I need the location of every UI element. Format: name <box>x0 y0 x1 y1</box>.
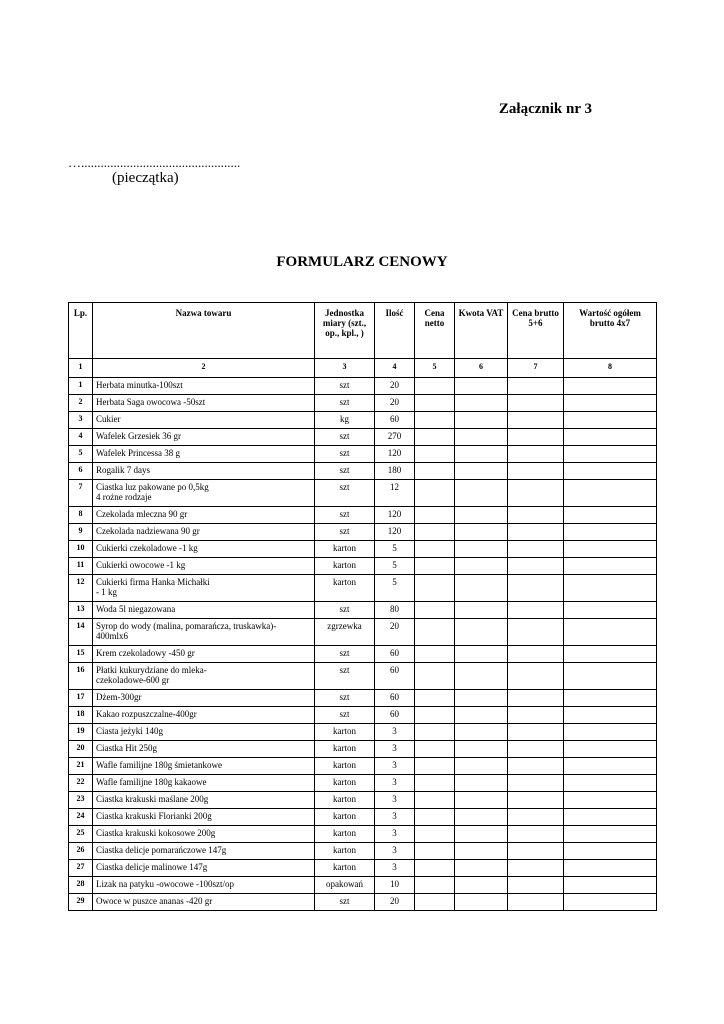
table-row <box>69 395 657 412</box>
total-gross-cell <box>564 663 657 690</box>
row-number: 3 <box>69 412 93 429</box>
table-row <box>69 690 657 707</box>
unit-cell: karton <box>315 860 375 877</box>
product-name-cell: Lizak na patyku -owocowe -100szt/op <box>93 877 315 894</box>
table-row <box>69 429 657 446</box>
quantity-cell: 80 <box>375 602 415 619</box>
vat-amount-cell <box>455 646 508 663</box>
column-number: 4 <box>375 359 415 378</box>
row-number: 25 <box>69 826 93 843</box>
total-gross-cell <box>564 541 657 558</box>
attachment-label: Załącznik nr 3 <box>498 101 592 117</box>
column-number: 8 <box>564 359 657 378</box>
price-form-table <box>68 302 657 911</box>
quantity-cell: 20 <box>375 619 415 646</box>
gross-price-cell <box>508 558 564 575</box>
total-gross-cell <box>564 602 657 619</box>
product-name-cell: Herbata minutka-100szt <box>93 378 315 395</box>
column-header-total-gross: Wartość ogółem brutto 4x7 <box>564 303 657 359</box>
column-number: 2 <box>93 359 315 378</box>
product-name-cell: Herbata Saga owocowa -50szt <box>93 395 315 412</box>
unit-cell: karton <box>315 724 375 741</box>
stamp-placeholder-dots: …................................................. <box>68 155 241 170</box>
vat-amount-cell <box>455 378 508 395</box>
total-gross-cell <box>564 575 657 602</box>
row-number: 28 <box>69 877 93 894</box>
column-header-vat-amount: Kwota VAT <box>455 303 508 359</box>
net-price-cell <box>415 894 455 911</box>
product-name-cell: Dżem-300gr <box>93 690 315 707</box>
gross-price-cell <box>508 690 564 707</box>
unit-cell: szt <box>315 663 375 690</box>
gross-price-cell <box>508 724 564 741</box>
row-number: 9 <box>69 524 93 541</box>
quantity-cell: 20 <box>375 395 415 412</box>
vat-amount-cell <box>455 724 508 741</box>
vat-amount-cell <box>455 758 508 775</box>
product-name-cell: Wafle familijne 180g śmietankowe <box>93 758 315 775</box>
unit-cell: karton <box>315 558 375 575</box>
unit-cell: zgrzewka <box>315 619 375 646</box>
gross-price-cell <box>508 809 564 826</box>
net-price-cell <box>415 541 455 558</box>
quantity-cell: 60 <box>375 663 415 690</box>
product-name-cell: Cukierki owocowe -1 kg <box>93 558 315 575</box>
unit-cell: szt <box>315 707 375 724</box>
vat-amount-cell <box>455 558 508 575</box>
product-name-cell: Czekolada nadziewana 90 gr <box>93 524 315 541</box>
net-price-cell <box>415 524 455 541</box>
product-name-cell: Płatki kukurydziane do mleka- czekoladowe-600 gr <box>93 663 315 690</box>
unit-cell: szt <box>315 480 375 507</box>
total-gross-cell <box>564 860 657 877</box>
row-number: 23 <box>69 792 93 809</box>
net-price-cell <box>415 378 455 395</box>
quantity-cell: 270 <box>375 429 415 446</box>
quantity-cell: 180 <box>375 463 415 480</box>
total-gross-cell <box>564 378 657 395</box>
total-gross-cell <box>564 741 657 758</box>
table-row <box>69 724 657 741</box>
row-number: 15 <box>69 646 93 663</box>
net-price-cell <box>415 480 455 507</box>
vat-amount-cell <box>455 860 508 877</box>
stamp-label: (pieczątka) <box>112 170 179 186</box>
row-number: 24 <box>69 809 93 826</box>
gross-price-cell <box>508 894 564 911</box>
table-row <box>69 758 657 775</box>
net-price-cell <box>415 412 455 429</box>
product-name-cell: Kakao rozpuszczalne-400gr <box>93 707 315 724</box>
product-name-cell: Ciastka krakuski kokosowe 200g <box>93 826 315 843</box>
net-price-cell <box>415 690 455 707</box>
product-name-cell: Cukierki czekoladowe -1 kg <box>93 541 315 558</box>
product-name-cell: Ciastka Hit 250g <box>93 741 315 758</box>
column-header-gross-price: Cena brutto 5+6 <box>508 303 564 359</box>
product-name-cell: Ciastka delicje malinowe 147g <box>93 860 315 877</box>
unit-cell: szt <box>315 378 375 395</box>
total-gross-cell <box>564 724 657 741</box>
vat-amount-cell <box>455 792 508 809</box>
product-name-cell: Ciastka luz pakowane po 0,5kg 4 rożne rodzaje <box>93 480 315 507</box>
vat-amount-cell <box>455 395 508 412</box>
product-name-cell: Wafelek Princessa 38 g <box>93 446 315 463</box>
total-gross-cell <box>564 412 657 429</box>
quantity-cell: 3 <box>375 860 415 877</box>
unit-cell: kg <box>315 412 375 429</box>
row-number: 2 <box>69 395 93 412</box>
quantity-cell: 3 <box>375 724 415 741</box>
vat-amount-cell <box>455 663 508 690</box>
quantity-cell: 3 <box>375 792 415 809</box>
product-name-cell: Ciastka krakuski Florianki 200g <box>93 809 315 826</box>
product-name-cell: Owoce w puszce ananas -420 gr <box>93 894 315 911</box>
table-row <box>69 507 657 524</box>
vat-amount-cell <box>455 575 508 602</box>
vat-amount-cell <box>455 843 508 860</box>
gross-price-cell <box>508 507 564 524</box>
vat-amount-cell <box>455 541 508 558</box>
gross-price-cell <box>508 480 564 507</box>
gross-price-cell <box>508 395 564 412</box>
gross-price-cell <box>508 619 564 646</box>
column-number: 1 <box>69 359 93 378</box>
gross-price-cell <box>508 877 564 894</box>
row-number: 20 <box>69 741 93 758</box>
net-price-cell <box>415 707 455 724</box>
table-row <box>69 877 657 894</box>
quantity-cell: 120 <box>375 524 415 541</box>
table-header-row <box>69 303 657 359</box>
vat-amount-cell <box>455 619 508 646</box>
product-name-cell: Woda 5l niegazowana <box>93 602 315 619</box>
net-price-cell <box>415 463 455 480</box>
gross-price-cell <box>508 741 564 758</box>
table-row <box>69 809 657 826</box>
gross-price-cell <box>508 707 564 724</box>
total-gross-cell <box>564 446 657 463</box>
vat-amount-cell <box>455 741 508 758</box>
total-gross-cell <box>564 619 657 646</box>
table-row <box>69 792 657 809</box>
quantity-cell: 60 <box>375 690 415 707</box>
quantity-cell: 20 <box>375 894 415 911</box>
table-row <box>69 741 657 758</box>
unit-cell: szt <box>315 646 375 663</box>
unit-cell: opakowań <box>315 877 375 894</box>
column-number: 6 <box>455 359 508 378</box>
unit-cell: karton <box>315 792 375 809</box>
vat-amount-cell <box>455 894 508 911</box>
quantity-cell: 60 <box>375 646 415 663</box>
table-row <box>69 775 657 792</box>
quantity-cell: 5 <box>375 575 415 602</box>
net-price-cell <box>415 860 455 877</box>
vat-amount-cell <box>455 877 508 894</box>
table-row <box>69 412 657 429</box>
vat-amount-cell <box>455 707 508 724</box>
net-price-cell <box>415 646 455 663</box>
table-row <box>69 663 657 690</box>
quantity-cell: 3 <box>375 843 415 860</box>
column-header-lp: Lp. <box>69 303 93 359</box>
product-name-cell: Wafelek Grzesiek 36 gr <box>93 429 315 446</box>
gross-price-cell <box>508 646 564 663</box>
row-number: 22 <box>69 775 93 792</box>
unit-cell: szt <box>315 690 375 707</box>
quantity-cell: 3 <box>375 775 415 792</box>
net-price-cell <box>415 775 455 792</box>
column-header-net-price: Cena netto <box>415 303 455 359</box>
total-gross-cell <box>564 507 657 524</box>
net-price-cell <box>415 792 455 809</box>
column-header-quantity: Ilość <box>375 303 415 359</box>
gross-price-cell <box>508 602 564 619</box>
net-price-cell <box>415 758 455 775</box>
product-name-cell: Krem czekoladowy -450 gr <box>93 646 315 663</box>
row-number: 13 <box>69 602 93 619</box>
net-price-cell <box>415 429 455 446</box>
table-row <box>69 378 657 395</box>
quantity-cell: 120 <box>375 507 415 524</box>
vat-amount-cell <box>455 480 508 507</box>
total-gross-cell <box>564 894 657 911</box>
quantity-cell: 3 <box>375 741 415 758</box>
product-name-cell: Cukierki firma Hanka Michałki - 1 kg <box>93 575 315 602</box>
product-name-cell: Ciastka krakuski maślane 200g <box>93 792 315 809</box>
net-price-cell <box>415 602 455 619</box>
total-gross-cell <box>564 792 657 809</box>
row-number: 29 <box>69 894 93 911</box>
total-gross-cell <box>564 877 657 894</box>
product-name-cell: Wafle familijne 180g kakaowe <box>93 775 315 792</box>
total-gross-cell <box>564 707 657 724</box>
quantity-cell: 5 <box>375 558 415 575</box>
table-row <box>69 894 657 911</box>
table-row <box>69 463 657 480</box>
row-number: 10 <box>69 541 93 558</box>
unit-cell: karton <box>315 575 375 602</box>
vat-amount-cell <box>455 775 508 792</box>
row-number: 26 <box>69 843 93 860</box>
row-number: 12 <box>69 575 93 602</box>
gross-price-cell <box>508 429 564 446</box>
total-gross-cell <box>564 843 657 860</box>
total-gross-cell <box>564 690 657 707</box>
unit-cell: szt <box>315 602 375 619</box>
product-name-cell: Czekolada mleczna 90 gr <box>93 507 315 524</box>
row-number: 11 <box>69 558 93 575</box>
unit-cell: karton <box>315 758 375 775</box>
total-gross-cell <box>564 758 657 775</box>
gross-price-cell <box>508 541 564 558</box>
gross-price-cell <box>508 758 564 775</box>
gross-price-cell <box>508 860 564 877</box>
unit-cell: szt <box>315 894 375 911</box>
table-row <box>69 480 657 507</box>
gross-price-cell <box>508 412 564 429</box>
gross-price-cell <box>508 775 564 792</box>
gross-price-cell <box>508 463 564 480</box>
total-gross-cell <box>564 775 657 792</box>
net-price-cell <box>415 558 455 575</box>
quantity-cell: 5 <box>375 541 415 558</box>
product-name-cell: Ciasta jeżyki 140g <box>93 724 315 741</box>
row-number: 8 <box>69 507 93 524</box>
row-number: 21 <box>69 758 93 775</box>
unit-cell: karton <box>315 809 375 826</box>
vat-amount-cell <box>455 429 508 446</box>
total-gross-cell <box>564 524 657 541</box>
vat-amount-cell <box>455 809 508 826</box>
quantity-cell: 10 <box>375 877 415 894</box>
unit-cell: karton <box>315 541 375 558</box>
quantity-cell: 12 <box>375 480 415 507</box>
gross-price-cell <box>508 524 564 541</box>
quantity-cell: 3 <box>375 826 415 843</box>
unit-cell: szt <box>315 395 375 412</box>
gross-price-cell <box>508 792 564 809</box>
table-row <box>69 575 657 602</box>
table-row <box>69 602 657 619</box>
net-price-cell <box>415 575 455 602</box>
net-price-cell <box>415 724 455 741</box>
total-gross-cell <box>564 395 657 412</box>
unit-cell: szt <box>315 429 375 446</box>
total-gross-cell <box>564 429 657 446</box>
total-gross-cell <box>564 809 657 826</box>
net-price-cell <box>415 809 455 826</box>
table-row <box>69 826 657 843</box>
unit-cell: szt <box>315 463 375 480</box>
column-number-row <box>69 359 657 378</box>
vat-amount-cell <box>455 507 508 524</box>
table-row <box>69 541 657 558</box>
vat-amount-cell <box>455 446 508 463</box>
total-gross-cell <box>564 646 657 663</box>
vat-amount-cell <box>455 524 508 541</box>
net-price-cell <box>415 741 455 758</box>
unit-cell: karton <box>315 775 375 792</box>
vat-amount-cell <box>455 690 508 707</box>
quantity-cell: 3 <box>375 809 415 826</box>
column-header-unit: Jednostka miary (szt., op., kpl., ) <box>315 303 375 359</box>
gross-price-cell <box>508 826 564 843</box>
net-price-cell <box>415 877 455 894</box>
total-gross-cell <box>564 826 657 843</box>
net-price-cell <box>415 663 455 690</box>
vat-amount-cell <box>455 412 508 429</box>
quantity-cell: 20 <box>375 378 415 395</box>
table-row <box>69 860 657 877</box>
net-price-cell <box>415 619 455 646</box>
net-price-cell <box>415 826 455 843</box>
product-name-cell: Cukier <box>93 412 315 429</box>
table-row <box>69 446 657 463</box>
vat-amount-cell <box>455 463 508 480</box>
row-number: 4 <box>69 429 93 446</box>
table-row <box>69 707 657 724</box>
row-number: 1 <box>69 378 93 395</box>
row-number: 5 <box>69 446 93 463</box>
form-title: FORMULARZ CENOWY <box>276 254 448 270</box>
quantity-cell: 3 <box>375 758 415 775</box>
net-price-cell <box>415 843 455 860</box>
table-row <box>69 646 657 663</box>
quantity-cell: 60 <box>375 412 415 429</box>
column-number: 7 <box>508 359 564 378</box>
gross-price-cell <box>508 663 564 690</box>
vat-amount-cell <box>455 826 508 843</box>
unit-cell: karton <box>315 826 375 843</box>
unit-cell: karton <box>315 741 375 758</box>
unit-cell: karton <box>315 843 375 860</box>
quantity-cell: 120 <box>375 446 415 463</box>
net-price-cell <box>415 446 455 463</box>
quantity-cell: 60 <box>375 707 415 724</box>
row-number: 7 <box>69 480 93 507</box>
table-row <box>69 843 657 860</box>
total-gross-cell <box>564 463 657 480</box>
row-number: 27 <box>69 860 93 877</box>
row-number: 18 <box>69 707 93 724</box>
column-header-product-name: Nazwa towaru <box>93 303 315 359</box>
column-number: 3 <box>315 359 375 378</box>
row-number: 17 <box>69 690 93 707</box>
row-number: 14 <box>69 619 93 646</box>
product-name-cell: Syrop do wody (malina, pomarańcza, truskawka)- 400mlx6 <box>93 619 315 646</box>
table-row <box>69 619 657 646</box>
row-number: 19 <box>69 724 93 741</box>
unit-cell: szt <box>315 524 375 541</box>
total-gross-cell <box>564 480 657 507</box>
table-row <box>69 558 657 575</box>
row-number: 16 <box>69 663 93 690</box>
vat-amount-cell <box>455 602 508 619</box>
gross-price-cell <box>508 575 564 602</box>
net-price-cell <box>415 395 455 412</box>
product-name-cell: Rogalik 7 days <box>93 463 315 480</box>
product-name-cell: Ciastka delicje pomarańczowe 147g <box>93 843 315 860</box>
unit-cell: szt <box>315 446 375 463</box>
gross-price-cell <box>508 446 564 463</box>
row-number: 6 <box>69 463 93 480</box>
column-number: 5 <box>415 359 455 378</box>
unit-cell: szt <box>315 507 375 524</box>
total-gross-cell <box>564 558 657 575</box>
net-price-cell <box>415 507 455 524</box>
table-row <box>69 524 657 541</box>
gross-price-cell <box>508 843 564 860</box>
gross-price-cell <box>508 378 564 395</box>
